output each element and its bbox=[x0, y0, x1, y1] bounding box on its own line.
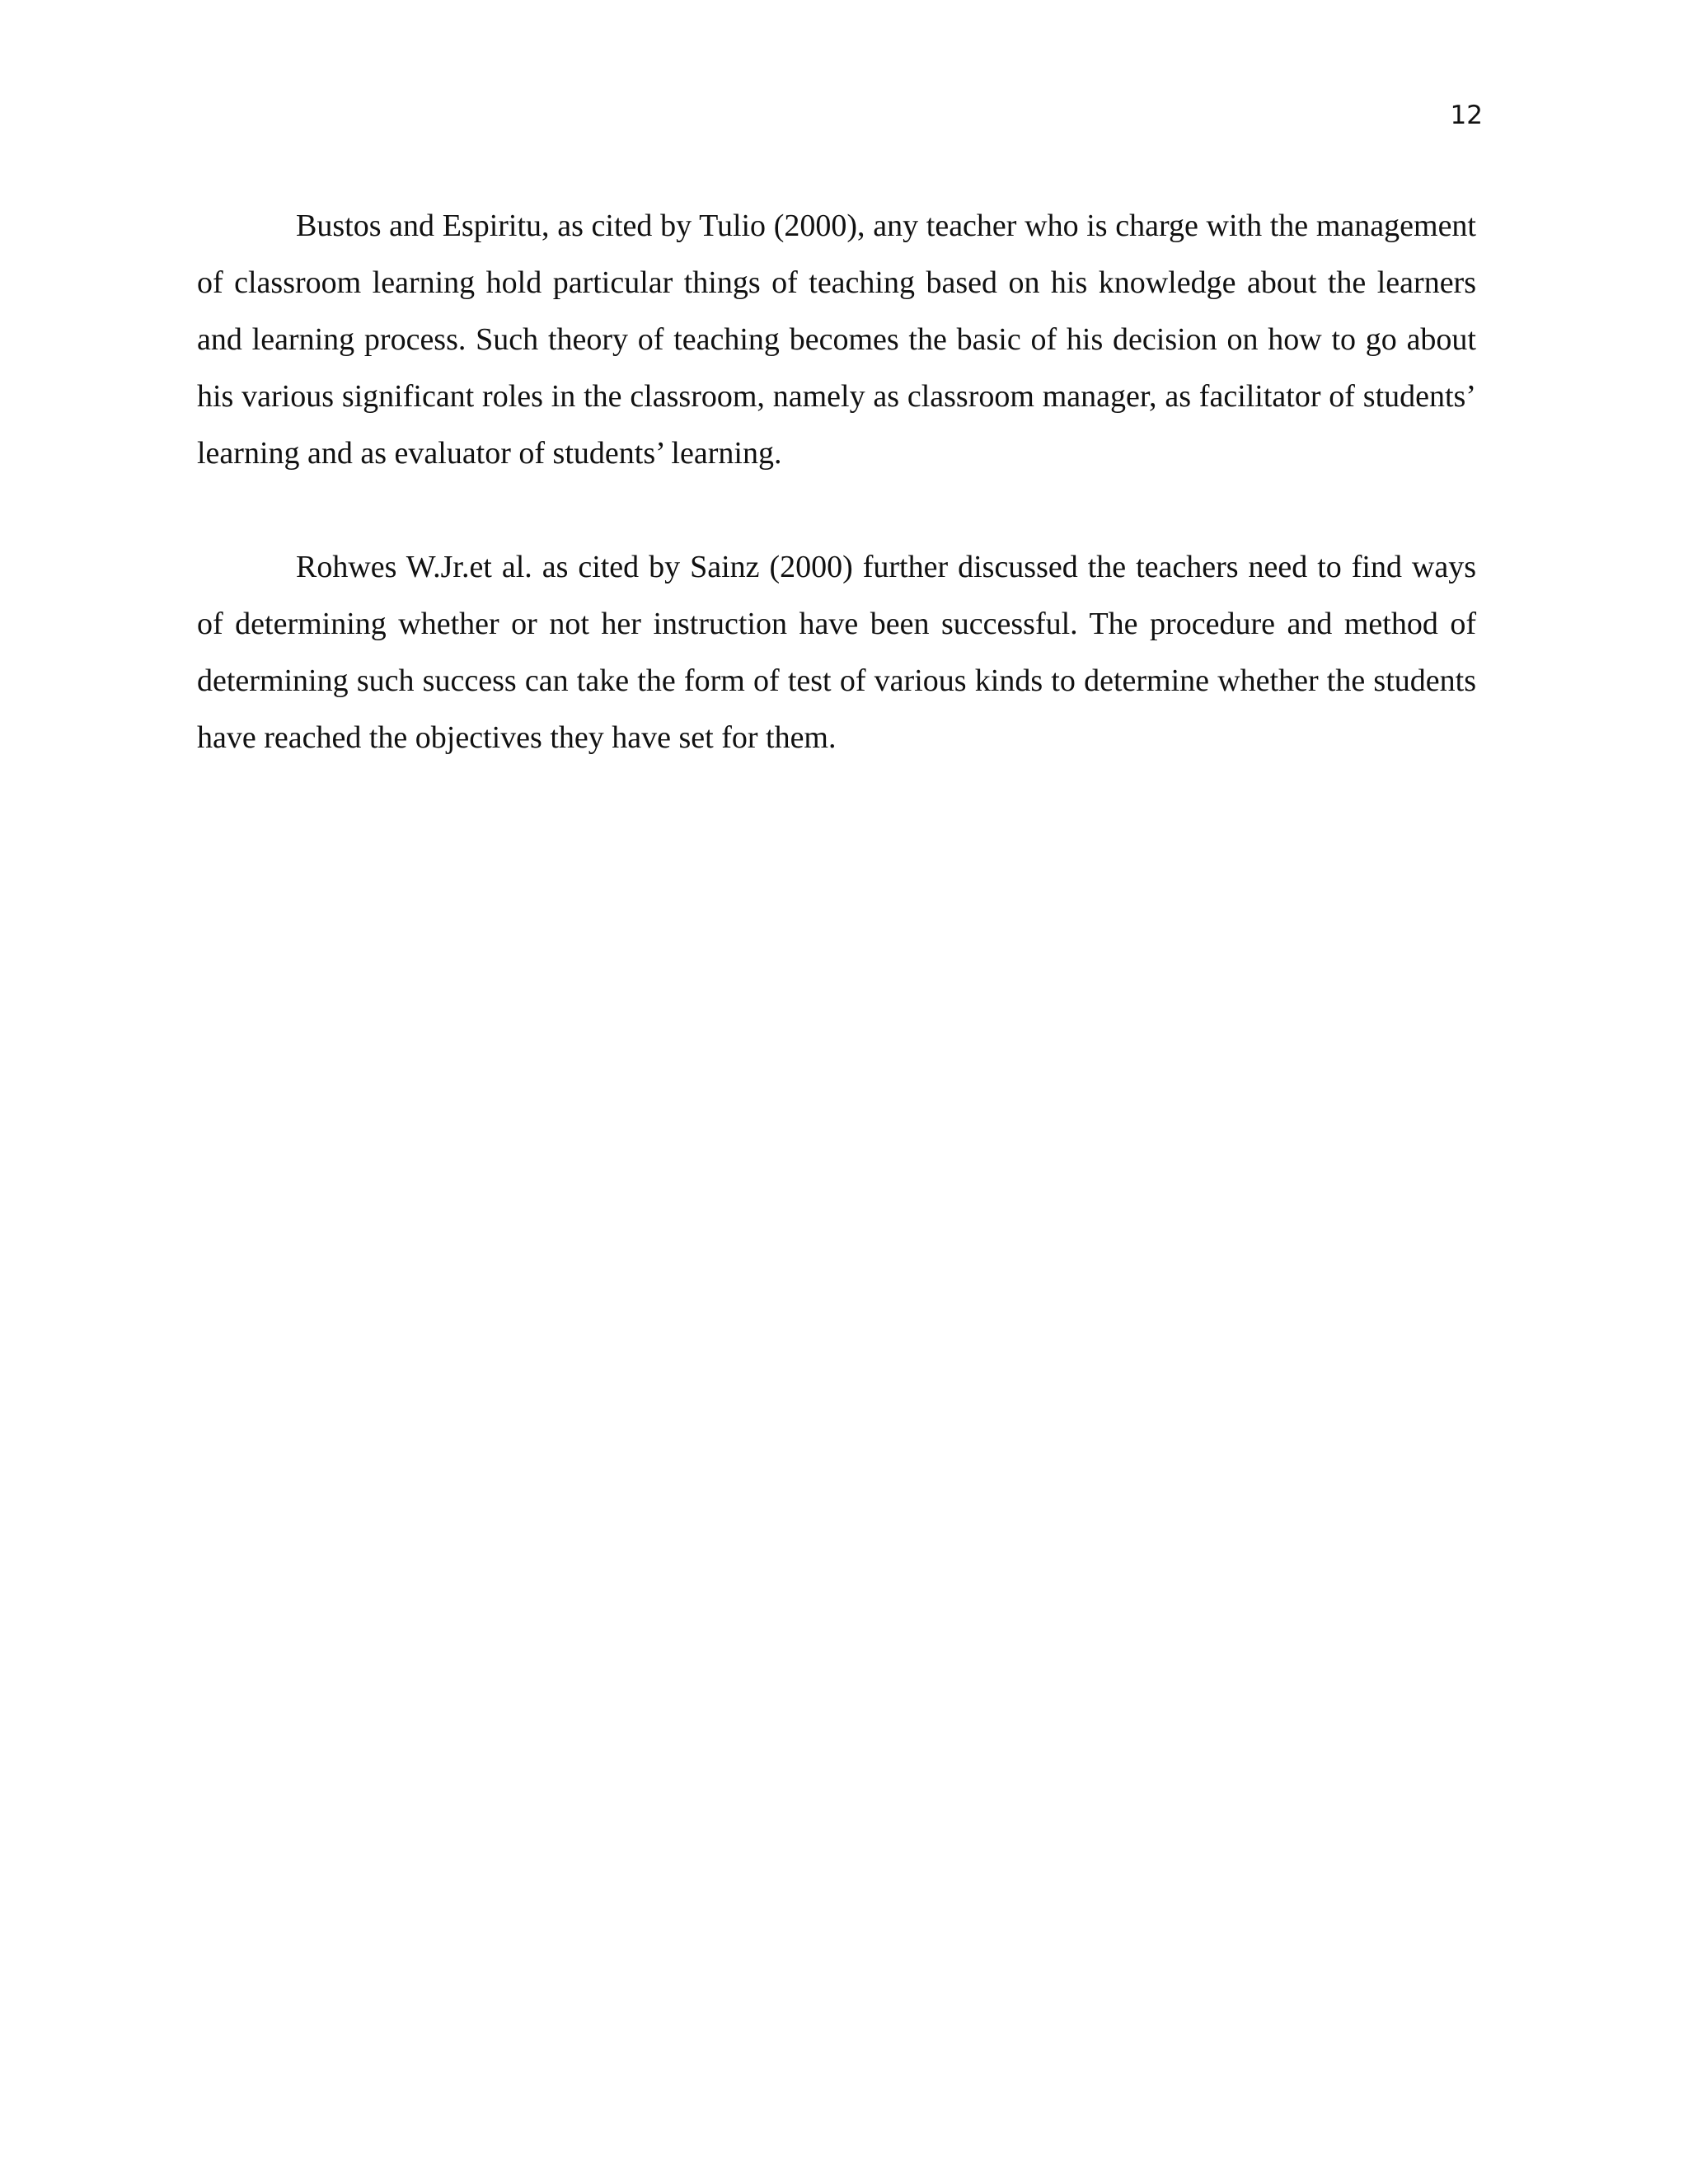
paragraph-bustos-espiritu: Bustos and Espiritu, as cited by Tulio (2000), any teacher who is charge with the management of classroom learning hold particular things of teaching based on his knowledge about the learners and learning process. Such theory of teaching becomes the basic of his decision on how to go about his various significant roles in the classroom, namely as classroom manager, as facilitator of students’ learning and as evaluator of students’ learning. bbox=[197, 209, 1476, 471]
body-text bbox=[197, 198, 1476, 766]
paragraph-rohwes: Rohwes W.Jr.et al. as cited by Sainz (2000) further discussed the teachers need to find ways of determining whether or not her instruction have been successful. The procedure and method of determining such success can take the form of test of various kinds to determine whether the students have reached the objectives they have set for them. bbox=[197, 550, 1476, 755]
page-number: 12 bbox=[1450, 101, 1483, 130]
